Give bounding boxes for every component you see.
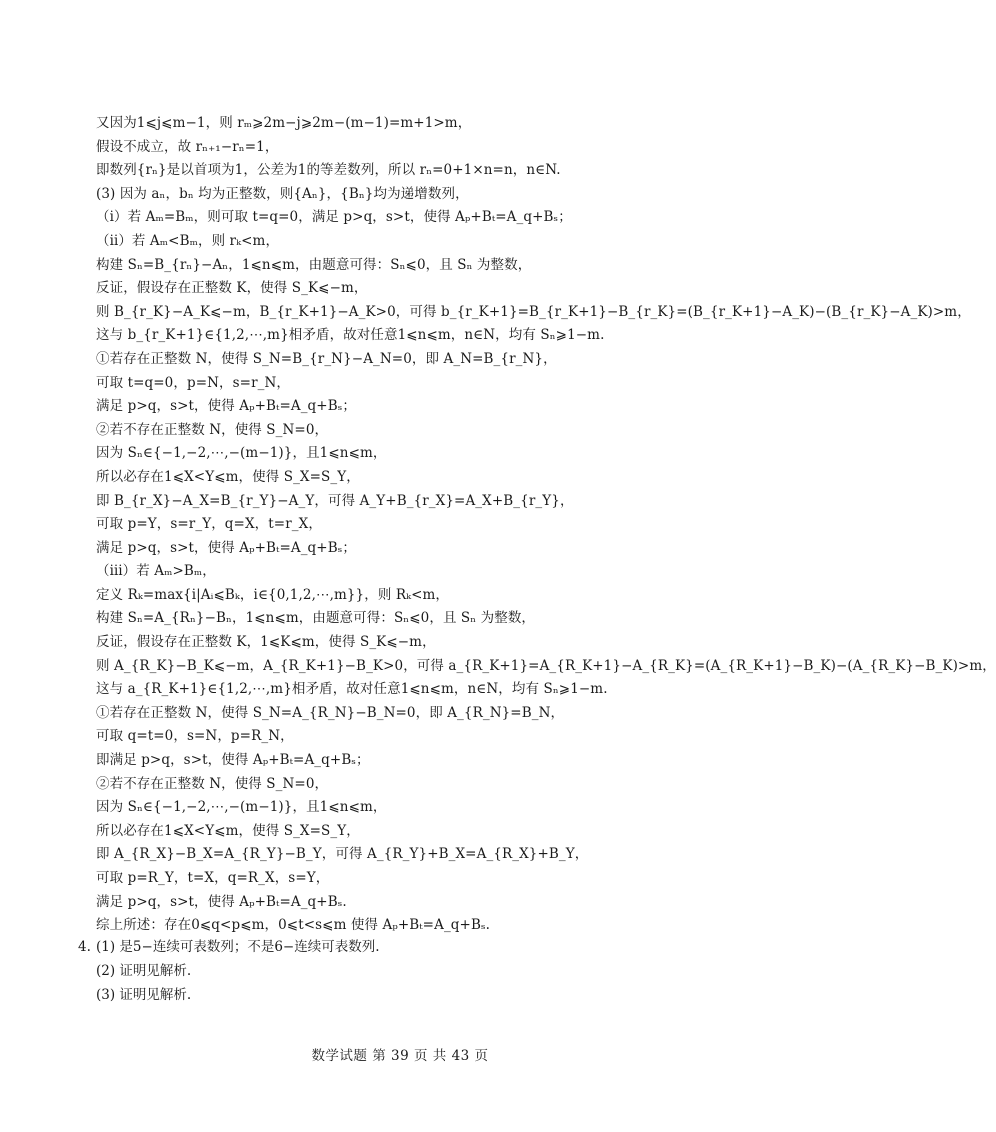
solution-line: 可取 p=Y，s=r_Y，q=X，t=r_X， <box>96 516 322 533</box>
solution-line: （ⅱ）若 Aₘ<Bₘ，则 rₖ<m， <box>96 232 280 249</box>
solution-line: ①若存在正整数 N，使得 S_N=B_{r_N}−A_N=0，即 A_N=B_{r_N}， <box>96 350 557 367</box>
solution-text <box>96 112 996 938</box>
solution-line: 反证，假设存在正整数 K，1⩽K⩽m，使得 S_K⩽−m， <box>96 634 436 651</box>
solution-line: 满足 p>q，s>t，使得 Aₚ+Bₜ=A_q+Bₛ. <box>96 893 347 910</box>
solution-line: 构建 Sₙ=A_{Rₙ}−Bₙ，1⩽n⩽m，由题意可得：Sₙ⩽0，且 Sₙ 为整数， <box>96 610 536 627</box>
solution-line: 可取 q=t=0，s=N，p=R_N， <box>96 728 294 745</box>
solution-line: 因为 Sₙ∈{−1,−2,⋯,−(m−1)}，且1⩽n⩽m， <box>96 799 387 816</box>
solution-line: 因为 Sₙ∈{−1,−2,⋯,−(m−1)}，且1⩽n⩽m， <box>96 445 387 462</box>
solution-line: ②若不存在正整数 N，使得 S_N=0， <box>96 421 329 438</box>
question-number: 4. <box>78 939 91 955</box>
solution-line: 即 B_{r_X}−A_X=B_{r_Y}−A_Y，可得 A_Y+B_{r_X}=A_X+B_{r_Y}， <box>96 492 574 509</box>
answer-part-3: (3) 证明见解析. <box>96 987 192 1003</box>
solution-line: 可取 t=q=0，p=N，s=r_N， <box>96 374 290 391</box>
solution-line: 定义 Rₖ=max{i|Aᵢ⩽Bₖ，i∈{0,1,2,⋯,m}}，则 Rₖ<m， <box>96 586 450 603</box>
solution-line: ①若存在正整数 N，使得 S_N=A_{R_N}−B_N=0，即 A_{R_N}=B_N， <box>96 704 565 721</box>
solution-line: ②若不存在正整数 N，使得 S_N=0， <box>96 775 329 792</box>
solution-line: （ⅰ）若 Aₘ=Bₘ，则可取 t=q=0，满足 p>q，s>t，使得 Aₚ+Bₜ=A_q+Bₛ； <box>96 209 572 226</box>
solution-line: 这与 b_{r_K+1}∈{1,2,⋯,m}相矛盾，故对任意1⩽n⩽m，n∈N，均有 Sₙ⩾1−m. <box>96 327 605 344</box>
solution-line: 则 B_{r_K}−A_K⩽−m，B_{r_K+1}−A_K>0，可得 b_{r_K+1}=B_{r_K+1}−B_{r_K}=(B_{r_K+1}−A_K)−(B_{r_K}−A_K)>m， <box>96 303 971 320</box>
solution-line: 所以必存在1⩽X<Y⩽m，使得 S_X=S_Y， <box>96 822 360 839</box>
answer-part-1: (1) 是5−连续可表数列；不是6−连续可表数列. <box>96 939 380 955</box>
answer-4 <box>78 935 738 1007</box>
solution-line: 所以必存在1⩽X<Y⩽m，使得 S_X=S_Y， <box>96 468 360 485</box>
solution-line: （ⅲ）若 Aₘ>Bₘ， <box>96 563 216 580</box>
solution-line: 满足 p>q，s>t，使得 Aₚ+Bₜ=A_q+Bₛ； <box>96 398 356 415</box>
solution-line: 可取 p=R_Y，t=X，q=R_X，s=Y， <box>96 870 330 886</box>
page-footer: 数学试题 第 39 页 共 43 页 <box>311 1048 489 1064</box>
solution-line: 这与 a_{R_K+1}∈{1,2,⋯,m}相矛盾，故对任意1⩽n⩽m，n∈N，均有 Sₙ⩾1−m. <box>96 681 608 698</box>
solution-line: 假设不成立，故 rₙ₊₁−rₙ=1， <box>96 138 279 155</box>
solution-line: 即数列{rₙ}是以首项为1，公差为1的等差数列，所以 rₙ=0+1×n=n，n∈N. <box>96 162 561 179</box>
answer-first-row <box>78 935 738 959</box>
solution-line: 即 A_{R_X}−B_X=A_{R_Y}−B_Y，可得 A_{R_Y}+B_X=A_{R_X}+B_Y， <box>96 846 589 863</box>
solution-line: 即满足 p>q，s>t，使得 Aₚ+Bₜ=A_q+Bₛ； <box>96 752 370 769</box>
solution-line: 满足 p>q，s>t，使得 Aₚ+Bₜ=A_q+Bₛ； <box>96 539 356 556</box>
solution-line: 又因为1⩽j⩽m−1，则 rₘ⩾2m−j⩾2m−(m−1)=m+1>m， <box>96 115 472 131</box>
solution-line: 反证，假设存在正整数 K，使得 S_K⩽−m， <box>96 280 368 297</box>
solution-line: 综上所述：存在0⩽q<p⩽m，0⩽t<s⩽m 使得 Aₚ+Bₜ=A_q+Bₛ. <box>96 917 491 934</box>
solution-line: (3) 因为 aₙ，bₙ 均为正整数，则{Aₙ}，{Bₙ}均为递增数列， <box>96 185 469 202</box>
answer-part-2: (2) 证明见解析. <box>96 963 192 979</box>
solution-line: 则 A_{R_K}−B_K⩽−m，A_{R_K+1}−B_K>0，可得 a_{R_K+1}=A_{R_K+1}−A_{R_K}=(A_{R_K+1}−B_K)−(A_{R_K}−B_K)>m， <box>96 657 996 674</box>
solution-line: 构建 Sₙ=B_{rₙ}−Aₙ，1⩽n⩽m，由题意可得：Sₙ⩽0，且 Sₙ 为整数， <box>96 256 532 273</box>
